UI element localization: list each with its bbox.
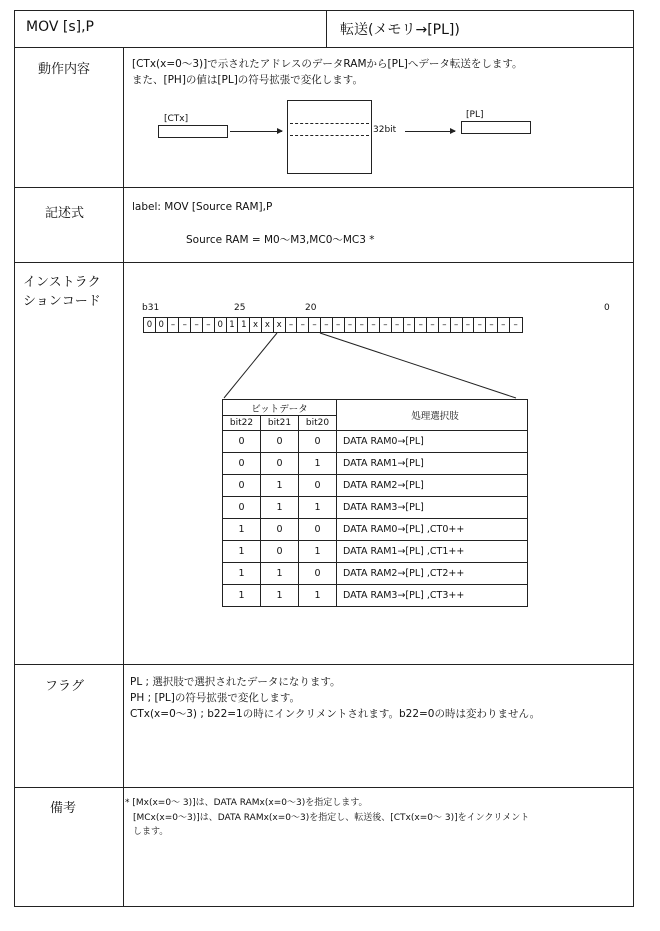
syntax-line-1: label: MOV [Source RAM],P — [132, 201, 273, 213]
notes-line-1: * [Mx(x=0～ 3)]は、DATA RAMx(x=0～3)を指定します。 — [125, 798, 368, 808]
bit-cell: – — [168, 318, 180, 332]
operation-line-1: [CTx(x=0～3)]で示されたアドレスのデータRAMから[PL]へデータ転送をします。 — [132, 58, 523, 70]
bit-cell: x — [274, 318, 286, 332]
bit21-cell: 0 — [261, 431, 299, 453]
table-row — [223, 563, 528, 585]
bit20-cell: 0 — [299, 519, 337, 541]
notes-line-3: します。 — [133, 827, 169, 837]
bit20-cell: 1 — [299, 497, 337, 519]
bit-cell: – — [439, 318, 451, 332]
operation-cell: DATA RAM2→[PL] ,CT2++ — [337, 563, 528, 585]
width-label: 32bit — [373, 125, 397, 135]
instruction-title: 転送(メモリ→[PL]) — [340, 22, 460, 38]
bit-cell: – — [451, 318, 463, 332]
bit-cell: – — [333, 318, 345, 332]
bit22-cell: 1 — [223, 541, 261, 563]
bit-cell: – — [191, 318, 203, 332]
flag-line-3: CTx(x=0～3) ; b22=1の時にインクリメントされます。b22=0の時は変わりません。 — [130, 708, 541, 720]
bit-cell: – — [486, 318, 498, 332]
operation-cell: DATA RAM0→[PL] ,CT0++ — [337, 519, 528, 541]
bit20-cell: 1 — [299, 453, 337, 475]
bit-cell: – — [415, 318, 427, 332]
bit-cell: – — [286, 318, 298, 332]
bit-cell: 0 — [156, 318, 168, 332]
bit21-cell: 1 — [261, 563, 299, 585]
table-row — [223, 585, 528, 607]
bit-position-20: 20 — [305, 303, 317, 313]
flag-line-1: PL ; 選択肢で選択されたデータになります。 — [130, 676, 341, 688]
bit-cell: 1 — [227, 318, 239, 332]
table-row — [223, 475, 528, 497]
bit22-cell: 1 — [223, 585, 261, 607]
bit22-cell: 0 — [223, 453, 261, 475]
bit-cell: – — [404, 318, 416, 332]
bit-position-0: 0 — [604, 303, 610, 313]
notes-line-2: [MCx(x=0～3)]は、DATA RAMx(x=0～3)を指定し、転送後、[CTx(x=0～ 3)]をインクリメント — [133, 813, 530, 823]
bit21-header: bit21 — [261, 416, 299, 431]
bit-position-31: b31 — [142, 303, 160, 313]
option-header: 処理選択肢 — [337, 400, 528, 431]
bit-cell: – — [380, 318, 392, 332]
table-row — [223, 541, 528, 563]
bit-cell: – — [309, 318, 321, 332]
bit21-cell: 0 — [261, 453, 299, 475]
operation-cell: DATA RAM3→[PL] ,CT3++ — [337, 585, 528, 607]
bit22-header: bit22 — [223, 416, 261, 431]
bit21-cell: 0 — [261, 541, 299, 563]
bit-cell: – — [179, 318, 191, 332]
pl-label: [PL] — [466, 110, 484, 120]
code-label-line-1: インストラク — [23, 275, 101, 290]
operation-line-2: また、[PH]の値は[PL]の符号拡張で変化します。 — [132, 74, 363, 86]
bit-cell: – — [498, 318, 510, 332]
bit-cell: – — [368, 318, 380, 332]
operation-cell: DATA RAM1→[PL] ,CT1++ — [337, 541, 528, 563]
bit20-header: bit20 — [299, 416, 337, 431]
notes-label: 備考 — [50, 801, 77, 816]
bit-cell: – — [321, 318, 333, 332]
bit-cell: 0 — [215, 318, 227, 332]
bit-cell: – — [297, 318, 309, 332]
bit-cell: – — [427, 318, 439, 332]
bit22-cell: 0 — [223, 431, 261, 453]
bit22-cell: 1 — [223, 519, 261, 541]
bit20-cell: 1 — [299, 541, 337, 563]
bit21-cell: 1 — [261, 475, 299, 497]
instruction-mnemonic: MOV [s],P — [26, 19, 94, 35]
bit22-cell: 0 — [223, 497, 261, 519]
bit-position-25: 25 — [234, 303, 246, 313]
flag-label: フラグ — [45, 679, 85, 694]
bit20-cell: 0 — [299, 431, 337, 453]
bit-cell: – — [356, 318, 368, 332]
bit21-cell: 1 — [261, 585, 299, 607]
bit-cell: – — [345, 318, 357, 332]
table-row — [223, 519, 528, 541]
bit20-cell: 0 — [299, 475, 337, 497]
operation-cell: DATA RAM3→[PL] — [337, 497, 528, 519]
syntax-label: 記述式 — [45, 206, 85, 221]
operation-cell: DATA RAM1→[PL] — [337, 453, 528, 475]
bit20-cell: 0 — [299, 563, 337, 585]
bit22-cell: 1 — [223, 563, 261, 585]
bit-cell: – — [463, 318, 475, 332]
ctx-label: [CTx] — [164, 114, 189, 124]
bit-cell: – — [392, 318, 404, 332]
bit22-cell: 0 — [223, 475, 261, 497]
operation-label: 動作内容 — [38, 62, 91, 77]
flag-line-2: PH ; [PL]の符号拡張で変化します。 — [130, 692, 300, 704]
code-label-line-2: ションコード — [23, 294, 101, 309]
operation-cell: DATA RAM0→[PL] — [337, 431, 528, 453]
bit20-cell: 1 — [299, 585, 337, 607]
bit-cell: x — [250, 318, 262, 332]
bit21-cell: 1 — [261, 497, 299, 519]
bit-cell: – — [203, 318, 215, 332]
bit-cell: 1 — [238, 318, 250, 332]
table-row — [223, 453, 528, 475]
table-row — [223, 497, 528, 519]
selection-table — [222, 399, 528, 607]
table-row — [223, 431, 528, 453]
bit-cell: – — [474, 318, 486, 332]
bit-data-header: ビットデータ — [223, 400, 337, 416]
bit-cell: x — [262, 318, 274, 332]
syntax-line-2: Source RAM = M0～M3,MC0～MC3 * — [186, 234, 375, 246]
operation-cell: DATA RAM2→[PL] — [337, 475, 528, 497]
bit-cell: – — [513, 320, 518, 330]
bit21-cell: 0 — [261, 519, 299, 541]
bit-cell: 0 — [144, 318, 156, 332]
